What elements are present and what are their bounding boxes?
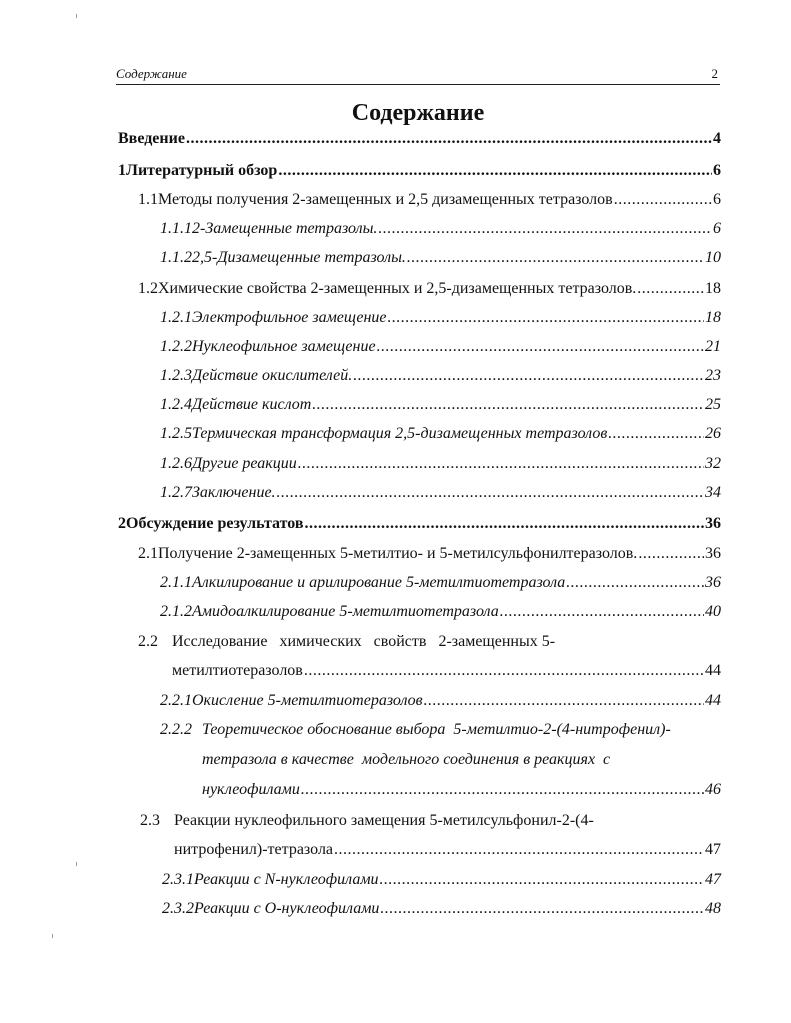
toc-entry-label: Окисление 5-метилтиотеразолов [192, 692, 423, 709]
toc-entry-1-2-1 [160, 309, 721, 327]
toc-dot-leader [380, 871, 704, 889]
toc-entry-number: 2.3.1 [162, 871, 194, 888]
toc-entry-label: Химические свойства 2-замещенных и 2,5-дизамещенных тетразолов. [158, 280, 637, 297]
toc-entry-number: 1.2.3 [160, 367, 192, 384]
toc-entry-page: 6 [713, 162, 721, 179]
toc-dot-leader [186, 130, 712, 148]
toc-entry-2-1 [138, 545, 721, 563]
toc-entry-chapter-1 [118, 162, 721, 180]
toc-entry-label: Другие реакции [192, 455, 297, 472]
toc-entry-label: Заключение. [192, 484, 276, 501]
toc-entry-page: 25 [705, 396, 721, 413]
toc-entry-page: 36 [705, 545, 721, 562]
toc-entry-label-continued: тетразола в качестве модельного соединения в реакциях с [202, 751, 611, 768]
toc-entry-page: 18 [705, 280, 721, 297]
toc-dot-leader [277, 484, 704, 502]
toc-dot-leader [305, 515, 704, 533]
toc-entry-label: Действие кислот [192, 396, 312, 413]
toc-entry-2-3 [174, 841, 721, 859]
toc-entry-number: 1.2.4 [160, 396, 192, 413]
toc-entry-1-2-2 [160, 338, 721, 356]
toc-dot-leader [608, 425, 704, 443]
toc-entry-2-2-1 [160, 692, 721, 710]
toc-entry-number: 1.1.1 [160, 220, 192, 237]
toc-entry-page: 36 [705, 574, 721, 591]
toc-entry-chapter-2 [118, 515, 721, 533]
toc-entry-1-1 [138, 191, 721, 209]
toc-entry-number: 1.1 [138, 191, 158, 208]
toc-entry-1-2-5 [160, 425, 721, 443]
toc-entry-page: 6 [713, 191, 721, 208]
toc-entry-introduction [118, 130, 721, 148]
toc-entry-number: 2 [118, 515, 126, 532]
toc-entry-page: 32 [705, 455, 721, 472]
toc-dot-leader [334, 841, 704, 859]
toc-dot-leader [380, 900, 704, 918]
toc-entry-2-2 [172, 662, 721, 680]
toc-entry-number: 1.1.2 [160, 249, 192, 266]
toc-dot-leader [353, 367, 704, 385]
toc-entry-label: Реакции с О-нуклеофилами [194, 900, 380, 917]
toc-dot-leader [312, 396, 704, 414]
page-title: Содержание [351, 100, 485, 126]
toc-entry-2-2-2-second-line [202, 751, 610, 769]
toc-entry-page: 10 [705, 249, 721, 266]
toc-entry-page: 34 [705, 484, 721, 501]
toc-entry-page: 21 [705, 338, 721, 355]
toc-entry-number: 2.2.1 [160, 692, 192, 709]
toc-entry-2-1-2 [160, 603, 721, 621]
toc-entry-2-3-2 [162, 900, 721, 918]
toc-entry-number: 1.2.5 [160, 425, 192, 442]
toc-entry-label: Термическая трансформация 2,5-дизамещенных тетразолов [192, 425, 608, 442]
toc-entry-page: 23 [705, 367, 721, 384]
toc-entry-label-continued: нуклеофилами [202, 781, 300, 798]
toc-entry-label: Литературный обзор [126, 162, 278, 179]
toc-entry-label: Нуклеофильное замещение [192, 338, 376, 355]
toc-entry-label: Теоретическое обоснование выбора 5-метилтио-2-(4-нитрофенил)- [202, 721, 671, 738]
toc-entry-2-3-1 [162, 871, 721, 889]
toc-dot-leader [614, 191, 712, 209]
toc-dot-leader [407, 249, 704, 267]
toc-entry-label: Действие окислителей. [192, 367, 353, 384]
toc-entry-label: Получение 2-замещенных 5-метилтио- и 5-метилсульфонилтеразолов. [158, 545, 638, 562]
scan-speck [76, 862, 77, 866]
toc-entry-page: 6 [713, 220, 721, 237]
toc-entry-1-1-2 [160, 249, 721, 267]
toc-entry-label: 2-Замещенные тетразолы. [192, 220, 378, 237]
toc-dot-leader [298, 455, 704, 473]
toc-entry-number: 1.2.7 [160, 484, 192, 501]
toc-dot-leader [378, 220, 712, 238]
toc-entry-number: 1.2.6 [160, 455, 192, 472]
toc-entry-page: 40 [705, 603, 721, 620]
toc-dot-leader [301, 781, 704, 799]
scan-speck [76, 14, 77, 18]
toc-entry-1-2-4 [160, 396, 721, 414]
toc-entry-2-2-2-first-line [160, 721, 671, 739]
toc-entry-2-2-first-line [138, 633, 555, 651]
toc-dot-leader [304, 662, 704, 680]
toc-entry-label-continued: метилтиотеразолов [172, 662, 303, 679]
toc-entry-number: 2.1 [138, 545, 158, 562]
toc-entry-1-2-6 [160, 455, 721, 473]
toc-entry-number: 2.1.1 [160, 574, 192, 591]
toc-entry-1-2 [138, 280, 721, 298]
toc-entry-number: 2.2.2 [160, 721, 192, 738]
running-header [116, 66, 720, 85]
toc-entry-page: 26 [705, 425, 721, 442]
toc-entry-label: Обсуждение результатов [126, 515, 304, 532]
toc-entry-label: Алкилирование и арилирование 5-метилтиотетразола [192, 574, 566, 591]
toc-entry-number: 2.1.2 [160, 603, 192, 620]
toc-entry-label: Реакции нуклеофильного замещения 5-метилсульфонил-2-(4- [174, 812, 594, 829]
toc-entry-page: 44 [705, 692, 721, 709]
toc-entry-label: Электрофильное замещение [192, 309, 387, 326]
toc-entry-page: 46 [705, 781, 721, 798]
toc-entry-2-1-1 [160, 574, 721, 592]
toc-entry-label: Амидоалкилирование 5-метилтиотетразола [192, 603, 499, 620]
toc-entry-label: 2,5-Дизамещенные тетразолы. [192, 249, 406, 266]
toc-entry-label: Введение [118, 130, 185, 147]
toc-entry-page: 36 [705, 515, 721, 532]
toc-entry-2-3-first-line [140, 812, 594, 830]
toc-entry-label-continued: нитрофенил)-тетразола [174, 841, 334, 858]
toc-entry-number: 1 [118, 162, 126, 179]
toc-entry-number: 2.3 [140, 812, 160, 829]
toc-entry-1-2-7 [160, 484, 721, 502]
toc-dot-leader [377, 338, 704, 356]
scan-speck [52, 934, 53, 938]
toc-entry-1-2-3 [160, 367, 721, 385]
toc-dot-leader [637, 280, 704, 298]
toc-entry-number: 1.2.2 [160, 338, 192, 355]
toc-dot-leader [424, 692, 704, 710]
toc-entry-number: 2.3.2 [162, 900, 194, 917]
toc-entry-number: 1.2 [138, 280, 158, 297]
toc-dot-leader [278, 162, 712, 180]
toc-entry-label: Методы получения 2-замещенных и 2,5 дизамещенных тетразолов [158, 191, 613, 208]
toc-dot-leader [500, 603, 704, 621]
toc-entry-label: Исследование химических свойств 2-замещенных 5- [172, 633, 556, 650]
toc-entry-page: 4 [713, 130, 721, 147]
running-header-title: Содержание [116, 66, 187, 81]
toc-entry-number: 2.2 [138, 633, 158, 650]
toc-entry-label: Реакции с N-нуклеофилами [194, 871, 379, 888]
toc-entry-page: 48 [705, 900, 721, 917]
toc-dot-leader [388, 309, 705, 327]
toc-dot-leader [566, 574, 704, 592]
toc-entry-number: 1.2.1 [160, 309, 192, 326]
toc-dot-leader [638, 545, 704, 563]
running-header-page-number: 2 [711, 66, 718, 81]
toc-entry-1-1-1 [160, 220, 721, 238]
toc-entry-2-2-2 [202, 781, 721, 799]
toc-entry-page: 44 [705, 662, 721, 679]
toc-entry-page: 47 [705, 871, 721, 888]
toc-entry-page: 18 [705, 309, 721, 326]
toc-entry-page: 47 [705, 841, 721, 858]
